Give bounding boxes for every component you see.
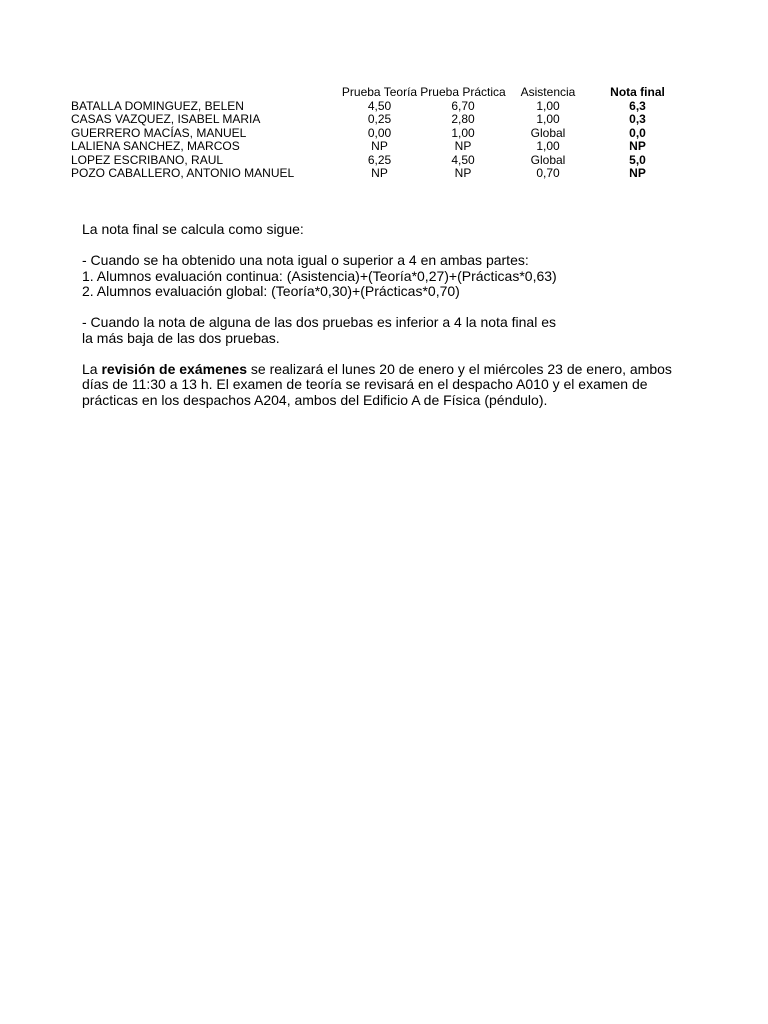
- asistencia-score: Global: [530, 152, 566, 167]
- header-asistencia: Asistencia: [520, 85, 576, 99]
- case2-line1: - Cuando la nota de alguna de las dos pruebas es inferior a 4 la nota final es: [82, 314, 556, 330]
- spacer: [82, 346, 682, 362]
- teoria-score: 6,25: [367, 152, 392, 167]
- header-name: [71, 86, 341, 100]
- revision-line1-rest: se realizará el lunes 20 de enero y el miércoles 23 de enero, ambos: [247, 360, 672, 377]
- revision-line2: días de 11:30 a 13 h. El examen de teoría se revisará en el despacho A010 y el examen de: [82, 376, 648, 392]
- asistencia-score: 0,70: [536, 166, 560, 180]
- grading-notes: [82, 222, 682, 408]
- table-row: [71, 154, 687, 168]
- revision-bold-term: revisión de exámenes: [101, 360, 247, 377]
- practica-score: 4,50: [451, 152, 475, 167]
- revision-line1: [82, 362, 682, 378]
- case2-line2: la más baja de las dos pruebas.: [82, 329, 280, 346]
- header-prueba-teoria: Prueba Teoría: [341, 85, 418, 99]
- case1-title: - Cuando se ha obtenido una nota igual o superior a 4 en ambas partes:: [82, 252, 529, 268]
- table-header-row: [71, 86, 687, 100]
- revision-line3: prácticas en los despachos A204, ambos del Edificio A de Física (péndulo).: [82, 391, 548, 408]
- table-row: [71, 167, 687, 181]
- student-name: CASAS VAZQUEZ, ISABEL MARIA: [71, 112, 261, 126]
- asistencia-score: 1,00: [536, 139, 560, 153]
- asistencia-score: Global: [530, 125, 566, 140]
- nota-final-score: NP: [629, 139, 646, 153]
- practica-score: 2,80: [451, 112, 475, 126]
- table-row: [71, 100, 687, 114]
- grades-table: [71, 86, 687, 181]
- nota-final-score: 5,0: [629, 152, 646, 167]
- teoria-score: 0,25: [367, 112, 392, 126]
- table-row: [71, 140, 687, 154]
- student-name: LALIENA SANCHEZ, MARCOS: [71, 139, 240, 153]
- nota-final-score: NP: [629, 166, 646, 180]
- spacer: [82, 300, 682, 316]
- case1-item1: 1. Alumnos evaluación continua: (Asistencia)+(Teoría*0,27)+(Prácticas*0,63): [82, 267, 557, 284]
- notes-intro: La nota final se calcula como sigue:: [82, 221, 304, 237]
- revision-prefix: La: [82, 360, 102, 377]
- student-name: POZO CABALLERO, ANTONIO MANUEL: [71, 166, 295, 180]
- spacer: [82, 238, 682, 254]
- teoria-score: 0,00: [367, 125, 392, 140]
- practica-score: NP: [454, 139, 472, 153]
- student-name: BATALLA DOMINGUEZ, BELEN: [71, 98, 244, 113]
- table-row: [71, 113, 687, 127]
- asistencia-score: 1,00: [536, 112, 560, 126]
- header-nota-final: Nota final: [610, 85, 665, 99]
- nota-final-score: 6,3: [629, 98, 646, 113]
- asistencia-score: 1,00: [536, 98, 560, 113]
- table-row: [71, 127, 687, 141]
- nota-final-score: 0,3: [629, 112, 646, 126]
- nota-final-score: 0,0: [629, 125, 646, 140]
- teoria-score: 4,50: [367, 98, 392, 113]
- teoria-score: NP: [371, 139, 388, 153]
- practica-score: 6,70: [451, 98, 475, 113]
- practica-score: NP: [454, 166, 472, 180]
- case1-item2: 2. Alumnos evaluación global: (Teoría*0,30)+(Prácticas*0,70): [82, 283, 460, 299]
- teoria-score: NP: [371, 166, 388, 180]
- header-prueba-practica: Prueba Práctica: [420, 85, 506, 99]
- student-name: LOPEZ ESCRIBANO, RAUL: [71, 152, 224, 167]
- student-name: GUERRERO MACÍAS, MANUEL: [71, 125, 247, 140]
- practica-score: 1,00: [451, 125, 475, 140]
